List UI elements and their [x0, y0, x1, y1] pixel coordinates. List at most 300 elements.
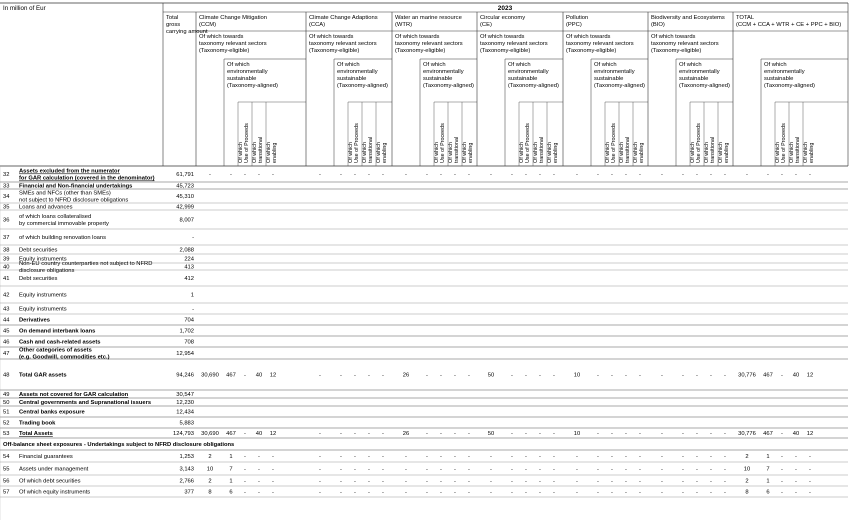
cell-value: -: [553, 466, 555, 473]
cell-value: -: [611, 172, 613, 178]
row-label: SMEs and NFCs (other than SMEs): [19, 190, 111, 197]
total-value: 1,253: [179, 454, 194, 460]
eligible-label: (Taxonomy-eligible): [395, 48, 446, 54]
row-label: Total Assets: [19, 431, 53, 437]
cell-value: 7: [229, 466, 233, 473]
cell-value: -: [382, 372, 384, 379]
cell-value: -: [724, 478, 726, 485]
cell-value: -: [553, 454, 555, 460]
row-number: 54: [3, 454, 10, 460]
cell-value: 30,690: [201, 431, 219, 437]
row-label: Equity instruments: [19, 256, 67, 263]
cell-value: -: [781, 372, 783, 379]
cell-value: 40: [792, 431, 800, 437]
row-number: 48: [3, 372, 10, 379]
row-label: by commercial immovable property: [19, 221, 109, 227]
cell-value: -: [611, 431, 613, 437]
cell-value: -: [244, 454, 246, 460]
cell-value: -: [368, 478, 370, 485]
cell-value: -: [468, 454, 470, 460]
total-value: 412: [184, 276, 194, 282]
row-number: 32: [3, 172, 10, 178]
cell-value: -: [440, 172, 442, 178]
sub-column-label: transitional: [368, 136, 374, 163]
objective-abbr: (WTR): [395, 22, 413, 28]
row-number: 53: [3, 431, 10, 437]
cell-value: -: [625, 466, 627, 473]
cell-value: -: [597, 172, 599, 178]
cell-value: -: [611, 372, 613, 379]
cell-value: -: [553, 372, 555, 379]
year-label: 2023: [497, 5, 513, 12]
cell-value: -: [710, 466, 712, 473]
cell-value: -: [490, 466, 492, 473]
sub-column-label: Use of Proceeds: [611, 123, 617, 163]
row-label: Equity instruments: [19, 292, 67, 299]
total-value: 704: [184, 317, 194, 324]
row-label: Total GAR assets: [19, 372, 67, 379]
cell-value: -: [539, 172, 541, 178]
cell-value: -: [272, 489, 274, 496]
cell-value: -: [405, 466, 407, 473]
cell-value: -: [454, 478, 456, 485]
towards-label: Of which towards: [395, 34, 440, 40]
cell-value: -: [340, 489, 342, 496]
cell-value: -: [781, 431, 783, 437]
cell-value: -: [368, 372, 370, 379]
cell-value: -: [258, 172, 260, 178]
sustainable-label: Of which: [227, 62, 250, 68]
cell-value: -: [511, 172, 513, 178]
cell-value: -: [767, 172, 769, 178]
cell-value: -: [511, 454, 513, 460]
cell-value: -: [553, 489, 555, 496]
towards-label: taxonomy relevant sectors: [395, 41, 463, 47]
sub-column-label: enabling: [553, 142, 559, 163]
row-label: Assets excluded from the numerator: [19, 168, 120, 175]
towards-label: taxonomy relevant sectors: [651, 41, 719, 47]
objective-abbr: (CCA): [309, 22, 326, 28]
cell-value: -: [426, 466, 428, 473]
objective-abbr: (CE): [480, 22, 492, 28]
towards-label: Of which towards: [309, 34, 354, 40]
unit-label: In million of Eur: [3, 5, 46, 12]
towards-label: Of which towards: [566, 34, 611, 40]
cell-value: -: [696, 172, 698, 178]
sustainable-label: Of which: [764, 62, 787, 68]
total-value: 3,143: [179, 466, 194, 473]
cell-value: -: [230, 172, 232, 178]
total-value: 708: [184, 339, 194, 346]
cell-value: -: [426, 172, 428, 178]
row-number: 55: [3, 466, 10, 473]
row-label: Central governments and Supranational issuers: [19, 400, 152, 406]
sustainable-label: Of which: [679, 62, 702, 68]
cell-value: -: [724, 489, 726, 496]
cell-value: -: [511, 466, 513, 473]
cell-value: -: [468, 172, 470, 178]
sustainable-label: sustainable: [423, 76, 453, 82]
cell-value: -: [539, 466, 541, 473]
cell-value: -: [696, 372, 698, 379]
cell-value: -: [319, 372, 321, 379]
sustainable-label: (Taxonomy-aligned): [594, 83, 645, 89]
sustainable-label: (Taxonomy-aligned): [764, 83, 815, 89]
total-value: 12,434: [176, 409, 194, 416]
cell-value: 1: [229, 478, 233, 485]
cell-value: -: [468, 466, 470, 473]
cell-value: -: [710, 478, 712, 485]
cell-value: 30,690: [201, 372, 219, 379]
cell-value: -: [597, 431, 599, 437]
cell-value: -: [809, 172, 811, 178]
cell-value: -: [795, 466, 797, 473]
row-label: On demand interbank loans: [19, 328, 96, 335]
cell-value: -: [710, 489, 712, 496]
cell-value: -: [340, 431, 342, 437]
cell-value: -: [795, 454, 797, 460]
cell-value: -: [710, 431, 712, 437]
cell-value: -: [525, 454, 527, 460]
sustainable-label: Of which: [508, 62, 531, 68]
cell-value: -: [511, 489, 513, 496]
objective-abbr: (CCM + CCA + WTR + CE + PPC + BIO): [736, 22, 842, 28]
row-number: 41: [3, 276, 10, 282]
sub-column-label: Of which: [348, 142, 354, 163]
sub-column-label: Use of Proceeds: [244, 123, 250, 163]
cell-value: -: [244, 466, 246, 473]
total-value: 377: [184, 489, 194, 496]
cell-value: -: [405, 454, 407, 460]
cell-value: 40: [255, 372, 263, 379]
eligible-label: (Taxonomy-eligible): [309, 48, 360, 54]
cell-value: 50: [487, 372, 495, 379]
sub-column-label: Of which: [803, 142, 809, 163]
sustainable-label: sustainable: [764, 76, 794, 82]
cell-value: -: [405, 478, 407, 485]
sustainable-label: environmentally: [764, 69, 805, 75]
cell-value: -: [426, 372, 428, 379]
row-number: 43: [3, 306, 10, 313]
row-label: Loans and advances: [19, 204, 73, 211]
cell-value: -: [682, 454, 684, 460]
cell-value: -: [382, 431, 384, 437]
cell-value: -: [272, 466, 274, 473]
cell-value: -: [539, 372, 541, 379]
towards-label: taxonomy relevant sectors: [309, 41, 377, 47]
sustainable-label: Of which: [337, 62, 360, 68]
eligible-label: (Taxonomy-eligible): [566, 48, 617, 54]
cell-value: -: [340, 478, 342, 485]
cell-value: -: [511, 372, 513, 379]
cell-value: 10: [573, 431, 581, 437]
row-number: 38: [3, 247, 10, 254]
row-label: Debt securities: [19, 247, 58, 254]
cell-value: -: [746, 172, 748, 178]
cell-value: -: [272, 172, 274, 178]
cell-value: -: [639, 489, 641, 496]
row-label: of which building renovation loans: [19, 235, 107, 241]
total-value: 61,791: [176, 172, 194, 178]
cell-value: 30,776: [738, 431, 756, 437]
cell-value: -: [781, 172, 783, 178]
cell-value: -: [382, 489, 384, 496]
sustainable-label: (Taxonomy-aligned): [508, 83, 559, 89]
sustainable-label: sustainable: [594, 76, 624, 82]
sub-column-label: Of which: [718, 142, 724, 163]
eligible-label: (Taxonomy-eligible): [651, 48, 702, 54]
cell-value: -: [625, 489, 627, 496]
cell-value: -: [597, 454, 599, 460]
sub-column-label: enabling: [809, 142, 815, 163]
cell-value: -: [682, 466, 684, 473]
cell-value: 8: [208, 489, 212, 496]
cell-value: -: [340, 454, 342, 460]
sub-column-label: Of which: [266, 142, 272, 163]
objective-abbr: (PPC): [566, 22, 582, 28]
table-body: [3, 169, 813, 496]
cell-value: -: [525, 372, 527, 379]
sub-column-label: Use of Proceeds: [781, 123, 787, 163]
total-value: 2,088: [179, 247, 194, 254]
cell-value: -: [368, 172, 370, 178]
sustainable-label: sustainable: [337, 76, 367, 82]
cell-value: -: [340, 172, 342, 178]
total-value: 45,723: [176, 183, 194, 190]
cell-value: -: [319, 466, 321, 473]
cell-value: -: [781, 489, 783, 496]
cell-value: -: [696, 478, 698, 485]
row-label: of which loans collateralised: [19, 214, 92, 220]
cell-value: -: [209, 172, 211, 178]
sub-column-label: Of which: [462, 142, 468, 163]
cell-value: -: [625, 372, 627, 379]
total-value: 30,547: [176, 392, 194, 398]
sustainable-label: (Taxonomy-aligned): [679, 83, 730, 89]
sub-column-label: Use of Proceeds: [696, 123, 702, 163]
cell-value: -: [809, 454, 811, 460]
row-number: 51: [3, 409, 10, 416]
sustainable-label: environmentally: [337, 69, 378, 75]
sustainable-label: Of which: [423, 62, 446, 68]
row-label: Cash and cash-related assets: [19, 339, 101, 346]
cell-value: -: [539, 478, 541, 485]
cell-value: -: [661, 431, 663, 437]
cell-value: -: [625, 454, 627, 460]
row-label: Financial and Non-financial undertakings: [19, 183, 133, 190]
total-value: 8,007: [179, 217, 194, 224]
cell-value: -: [795, 489, 797, 496]
total-value: 94,246: [176, 372, 194, 379]
cell-value: -: [724, 466, 726, 473]
cell-value: -: [576, 466, 578, 473]
total-value: 42,999: [176, 204, 194, 211]
sub-column-label: Of which: [547, 142, 553, 163]
total-gross-header: Total: [166, 15, 179, 21]
eligible-label: (Taxonomy-eligible): [480, 48, 531, 54]
cell-value: -: [539, 431, 541, 437]
cell-value: -: [454, 489, 456, 496]
cell-value: -: [382, 478, 384, 485]
cell-value: -: [809, 466, 811, 473]
sub-column-label: Of which: [533, 142, 539, 163]
total-value: 224: [184, 256, 194, 263]
cell-value: -: [319, 172, 321, 178]
sub-column-label: Of which: [376, 142, 382, 163]
row-label: Of which debt securities: [19, 478, 81, 485]
cell-value: -: [625, 431, 627, 437]
cell-value: -: [354, 172, 356, 178]
cell-value: -: [368, 454, 370, 460]
sub-column-label: Of which: [775, 142, 781, 163]
cell-value: -: [661, 454, 663, 460]
cell-value: -: [682, 372, 684, 379]
cell-value: -: [682, 478, 684, 485]
cell-value: -: [440, 454, 442, 460]
cell-value: -: [525, 431, 527, 437]
cell-value: -: [319, 478, 321, 485]
row-number: 45: [3, 328, 10, 335]
cell-value: -: [809, 489, 811, 496]
total-value: 1,702: [179, 328, 194, 335]
cell-value: 26: [402, 431, 410, 437]
total-value: 2,766: [179, 478, 194, 485]
sub-column-label: Of which: [362, 142, 368, 163]
cell-value: 2: [208, 478, 212, 485]
cell-value: -: [639, 172, 641, 178]
cell-value: -: [696, 454, 698, 460]
cell-value: 2: [745, 454, 749, 460]
cell-value: 467: [763, 431, 773, 437]
cell-value: 1: [766, 454, 770, 460]
row-number: 47: [3, 351, 10, 357]
cell-value: -: [781, 478, 783, 485]
sub-column-label: enabling: [468, 142, 474, 163]
towards-label: Of which towards: [651, 34, 696, 40]
sustainable-label: (Taxonomy-aligned): [423, 83, 474, 89]
cell-value: -: [468, 478, 470, 485]
sub-column-label: transitional: [454, 136, 460, 163]
cell-value: -: [340, 372, 342, 379]
cell-value: -: [525, 172, 527, 178]
towards-label: Of which towards: [480, 34, 525, 40]
row-label: Derivatives: [19, 317, 50, 324]
sub-column-label: Of which: [605, 142, 611, 163]
sub-column-label: enabling: [724, 142, 730, 163]
cell-value: 1: [229, 454, 233, 460]
row-label: Assets under management: [19, 466, 89, 473]
cell-value: -: [490, 454, 492, 460]
row-number: 49: [3, 392, 10, 398]
total-value: 413: [184, 264, 194, 271]
sustainable-label: sustainable: [508, 76, 538, 82]
cell-value: -: [639, 454, 641, 460]
cell-value: -: [258, 466, 260, 473]
row-label: Financial guarantees: [19, 454, 73, 460]
cell-value: -: [696, 489, 698, 496]
sustainable-label: environmentally: [423, 69, 464, 75]
towards-label: taxonomy relevant sectors: [480, 41, 548, 47]
sub-column-label: enabling: [272, 142, 278, 163]
cell-value: -: [405, 489, 407, 496]
sub-column-label: enabling: [382, 142, 388, 163]
cell-value: 12: [806, 431, 814, 437]
cell-value: -: [525, 478, 527, 485]
cell-value: -: [795, 478, 797, 485]
cell-value: -: [368, 466, 370, 473]
total-value: 12,954: [176, 351, 194, 357]
cell-value: 8: [745, 489, 749, 496]
sub-column-label: enabling: [639, 142, 645, 163]
cell-value: 6: [766, 489, 770, 496]
cell-value: -: [382, 172, 384, 178]
cell-value: -: [576, 478, 578, 485]
row-label: for GAR calculation (covered in the denominator): [19, 175, 155, 182]
objective-name: Water an marine resource: [395, 15, 462, 21]
cell-value: -: [597, 466, 599, 473]
cell-value: -: [244, 431, 246, 437]
cell-value: -: [710, 172, 712, 178]
cell-value: -: [258, 454, 260, 460]
cell-value: -: [490, 489, 492, 496]
cell-value: -: [354, 454, 356, 460]
cell-value: -: [454, 372, 456, 379]
sustainable-label: (Taxonomy-aligned): [337, 83, 388, 89]
cell-value: -: [539, 489, 541, 496]
row-label: Other categories of assets: [19, 347, 92, 354]
cell-value: -: [454, 172, 456, 178]
cell-value: -: [244, 372, 246, 379]
row-number: 40: [3, 264, 10, 271]
cell-value: -: [272, 454, 274, 460]
cell-value: -: [539, 454, 541, 460]
cell-value: -: [354, 372, 356, 379]
objective-name: Climate Change Mitigation: [199, 15, 267, 21]
sub-column-label: transitional: [258, 136, 264, 163]
cell-value: -: [244, 478, 246, 485]
cell-value: -: [661, 172, 663, 178]
sub-column-label: Of which: [252, 142, 258, 163]
row-number: 42: [3, 292, 10, 299]
cell-value: -: [354, 489, 356, 496]
cell-value: -: [576, 454, 578, 460]
cell-value: -: [454, 454, 456, 460]
cell-value: -: [440, 466, 442, 473]
cell-value: -: [553, 172, 555, 178]
sub-column-label: Of which: [690, 142, 696, 163]
cell-value: -: [490, 478, 492, 485]
cell-value: 10: [573, 372, 581, 379]
cell-value: -: [553, 478, 555, 485]
cell-value: -: [724, 372, 726, 379]
cell-value: 12: [806, 372, 814, 379]
sub-column-label: Of which: [238, 142, 244, 163]
cell-value: -: [426, 431, 428, 437]
row-number: 46: [3, 339, 10, 346]
row-number: 37: [3, 235, 10, 241]
cell-value: -: [354, 431, 356, 437]
cell-value: -: [511, 478, 513, 485]
cell-value: 467: [763, 372, 773, 379]
row-number: 33: [3, 183, 10, 190]
sustainable-label: Of which: [594, 62, 617, 68]
row-label: Trading book: [19, 420, 56, 427]
cell-value: -: [354, 466, 356, 473]
row-number: 39: [3, 256, 10, 263]
cell-value: -: [244, 172, 246, 178]
cell-value: -: [625, 172, 627, 178]
cell-value: -: [639, 478, 641, 485]
